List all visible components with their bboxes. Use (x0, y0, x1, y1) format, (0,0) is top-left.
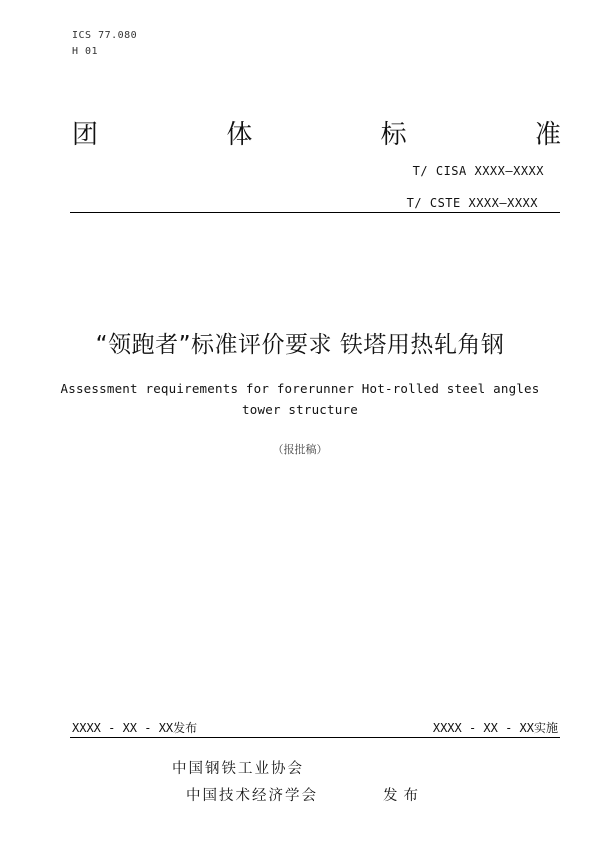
publisher-2: 中国技术经济学会 (186, 788, 318, 804)
standard-type-char: 标 (380, 120, 408, 150)
standard-type-heading (72, 114, 562, 151)
implementation-date: XXXX - XX - XX实施 (432, 721, 558, 735)
document-title-en: Assessment requirements for forerunner Hot-rolled steel angles tower structure (60, 381, 540, 417)
standard-code-cste: T/ CSTE XXXX—XXXX (406, 196, 538, 210)
standard-type-char: 团 (72, 120, 100, 150)
publish-label: 发布 (383, 788, 424, 804)
top-divider (70, 212, 560, 213)
bottom-divider (70, 737, 560, 738)
ccs-code: H 01 (72, 46, 99, 57)
ics-code: ICS 77.080 (72, 30, 138, 41)
standard-type-char: 体 (226, 120, 254, 150)
standard-type-char: 准 (534, 120, 562, 150)
issue-date: XXXX - XX - XX发布 (72, 721, 198, 735)
document-title-cn: “领跑者”标准评价要求 铁塔用热轧角钢 (95, 332, 505, 358)
publisher-1: 中国钢铁工业协会 (172, 761, 304, 777)
draft-status: （报批稿） (272, 443, 328, 456)
standard-code-cisa: T/ CISA XXXX—XXXX (412, 164, 544, 178)
